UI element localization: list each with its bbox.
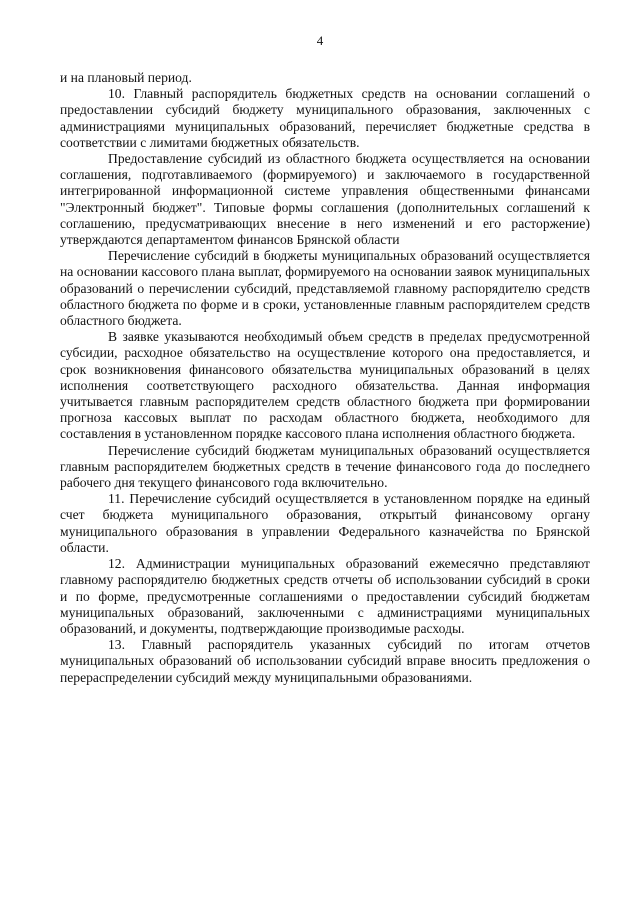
- paragraph-transfer-period: Перечисление субсидий бюджетам муниципальных образований осуществляется главным распорядителем бюджетных средств в течение финансового года до последнего рабочего дня текущего финансового года включительно.: [60, 442, 590, 491]
- page-number: 4: [316, 33, 324, 48]
- paragraph-subsidy-agreement: Предоставление субсидий из областного бюджета осуществляется на основании соглашения, подготавливаемого (формируемого) и заключаемого в государственной интегрированной информационной системе управления общественными финансами "Электронный бюджет". Типовые формы соглашения (дополнительных соглашений к соглашению, предусматривающих внесение в него изменений и его расторжение) утверждаются департаментом финансов Брянской области: [60, 151, 590, 248]
- paragraph-item-13: 13. Главный распорядитель указанных субсидий по итогам отчетов муниципальных образований об использовании субсидий вправе вносить предложения о перераспределении субсидий между муниципальными образованиями.: [60, 637, 590, 685]
- paragraph-item-10: 10. Главный распорядитель бюджетных средств на основании соглашений о предоставлении субсидий бюджету муниципального образования, заключенных с администрациями муниципальных образований, перечисляет бюджетные средства в соответствии с лимитами бюджетных обязательств.: [60, 86, 590, 150]
- paragraph-item-11: 11. Перечисление субсидий осуществляется в установленном порядке на единый счет бюджета муниципального образования, открытый финансовому органу муниципального образования в управлении Федерального казначейства по Брянской области.: [60, 491, 590, 555]
- document-body: [60, 70, 590, 686]
- paragraph-application: В заявке указываются необходимый объем средств в пределах предусмотренной субсидии, расходное обязательство на осуществление которого она предоставляется, и срок возникновения финансового обязательства муниципальных образований в целях исполнения соответствующего расходного обязательства. Данная информация учитывается главным распорядителем средств областного бюджета при формировании прогноза кассовых выплат по расходам областного бюджета, необходимого для составления в установленном порядке кассового плана исполнения областного бюджета.: [60, 329, 590, 442]
- paragraph-continuation: и на плановый период.: [60, 70, 192, 85]
- paragraph-item-12: 12. Администрации муниципальных образований ежемесячно представляют главному распорядителю бюджетных средств отчеты об использовании субсидий в сроки и по форме, предусмотренные соглашениями о предоставлении субсидий бюджетам муниципальных образований, заключенными с администрациями муниципальных образований, и документы, подтверждающие производимые расходы.: [60, 556, 590, 636]
- paragraph-cash-plan: Перечисление субсидий в бюджеты муниципальных образований осуществляется на основании кассового плана выплат, формируемого на основании заявок муниципальных образований о перечислении субсидий, представляемой главному распорядителю средств областного бюджета по форме и в сроки, установленные главным распорядителем средств областного бюджета.: [60, 248, 590, 329]
